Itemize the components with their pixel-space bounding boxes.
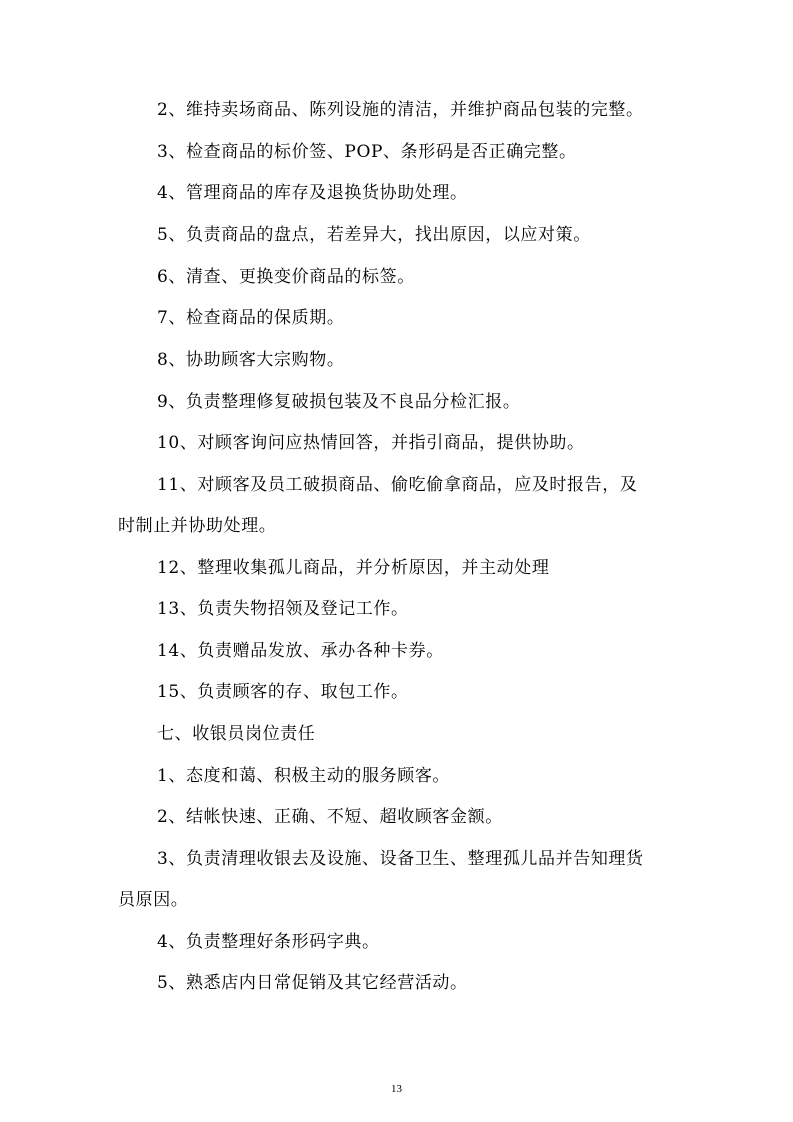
text-line: 3、检查商品的标价签、POP、条形码是否正确完整。 [157, 142, 577, 162]
text-line: 14、负责赠品发放、承办各种卡券。 [157, 641, 444, 661]
text-line: 3、负责清理收银去及设施、设备卫生、整理孤儿品并告知理货 [157, 849, 644, 869]
text-line: 2、维持卖场商品、陈列设施的清洁，并维护商品包装的完整。 [157, 100, 644, 120]
text-line: 15、负责顾客的存、取包工作。 [157, 682, 409, 702]
text-line: 5、负责商品的盘点，若差异大，找出原因，以应对策。 [157, 225, 591, 245]
text-line: 9、负责整理修复破损包装及不良品分检汇报。 [157, 392, 521, 412]
text-line: 6、清查、更换变价商品的标签。 [157, 267, 415, 287]
section-heading: 七、收银员岗位责任 [157, 724, 316, 744]
text-line: 4、管理商品的库存及退换货协助处理。 [157, 183, 468, 203]
page-number: 13 [391, 1083, 402, 1095]
text-line: 8、协助顾客大宗购物。 [157, 350, 345, 370]
text-line: 2、结帐快速、正确、不短、超收顾客金额。 [157, 807, 503, 827]
text-line: 7、检查商品的保质期。 [157, 308, 345, 328]
text-line: 12、整理收集孤儿商品，并分析原因，并主动处理 [157, 558, 550, 578]
text-line-continuation: 员原因。 [118, 890, 189, 910]
text-line: 1、态度和蔼、积极主动的服务顾客。 [157, 766, 451, 786]
text-line: 4、负责整理好条形码字典。 [157, 932, 380, 952]
text-line-continuation: 时制止并协助处理。 [118, 516, 277, 536]
text-line: 11、对顾客及员工破损商品、偷吃偷拿商品，应及时报告，及 [157, 475, 638, 495]
text-line: 10、对顾客询问应热情回答，并指引商品，提供协助。 [157, 433, 585, 453]
text-line: 13、负责失物招领及登记工作。 [157, 599, 409, 619]
text-line: 5、熟悉店内日常促销及其它经营活动。 [157, 973, 468, 993]
